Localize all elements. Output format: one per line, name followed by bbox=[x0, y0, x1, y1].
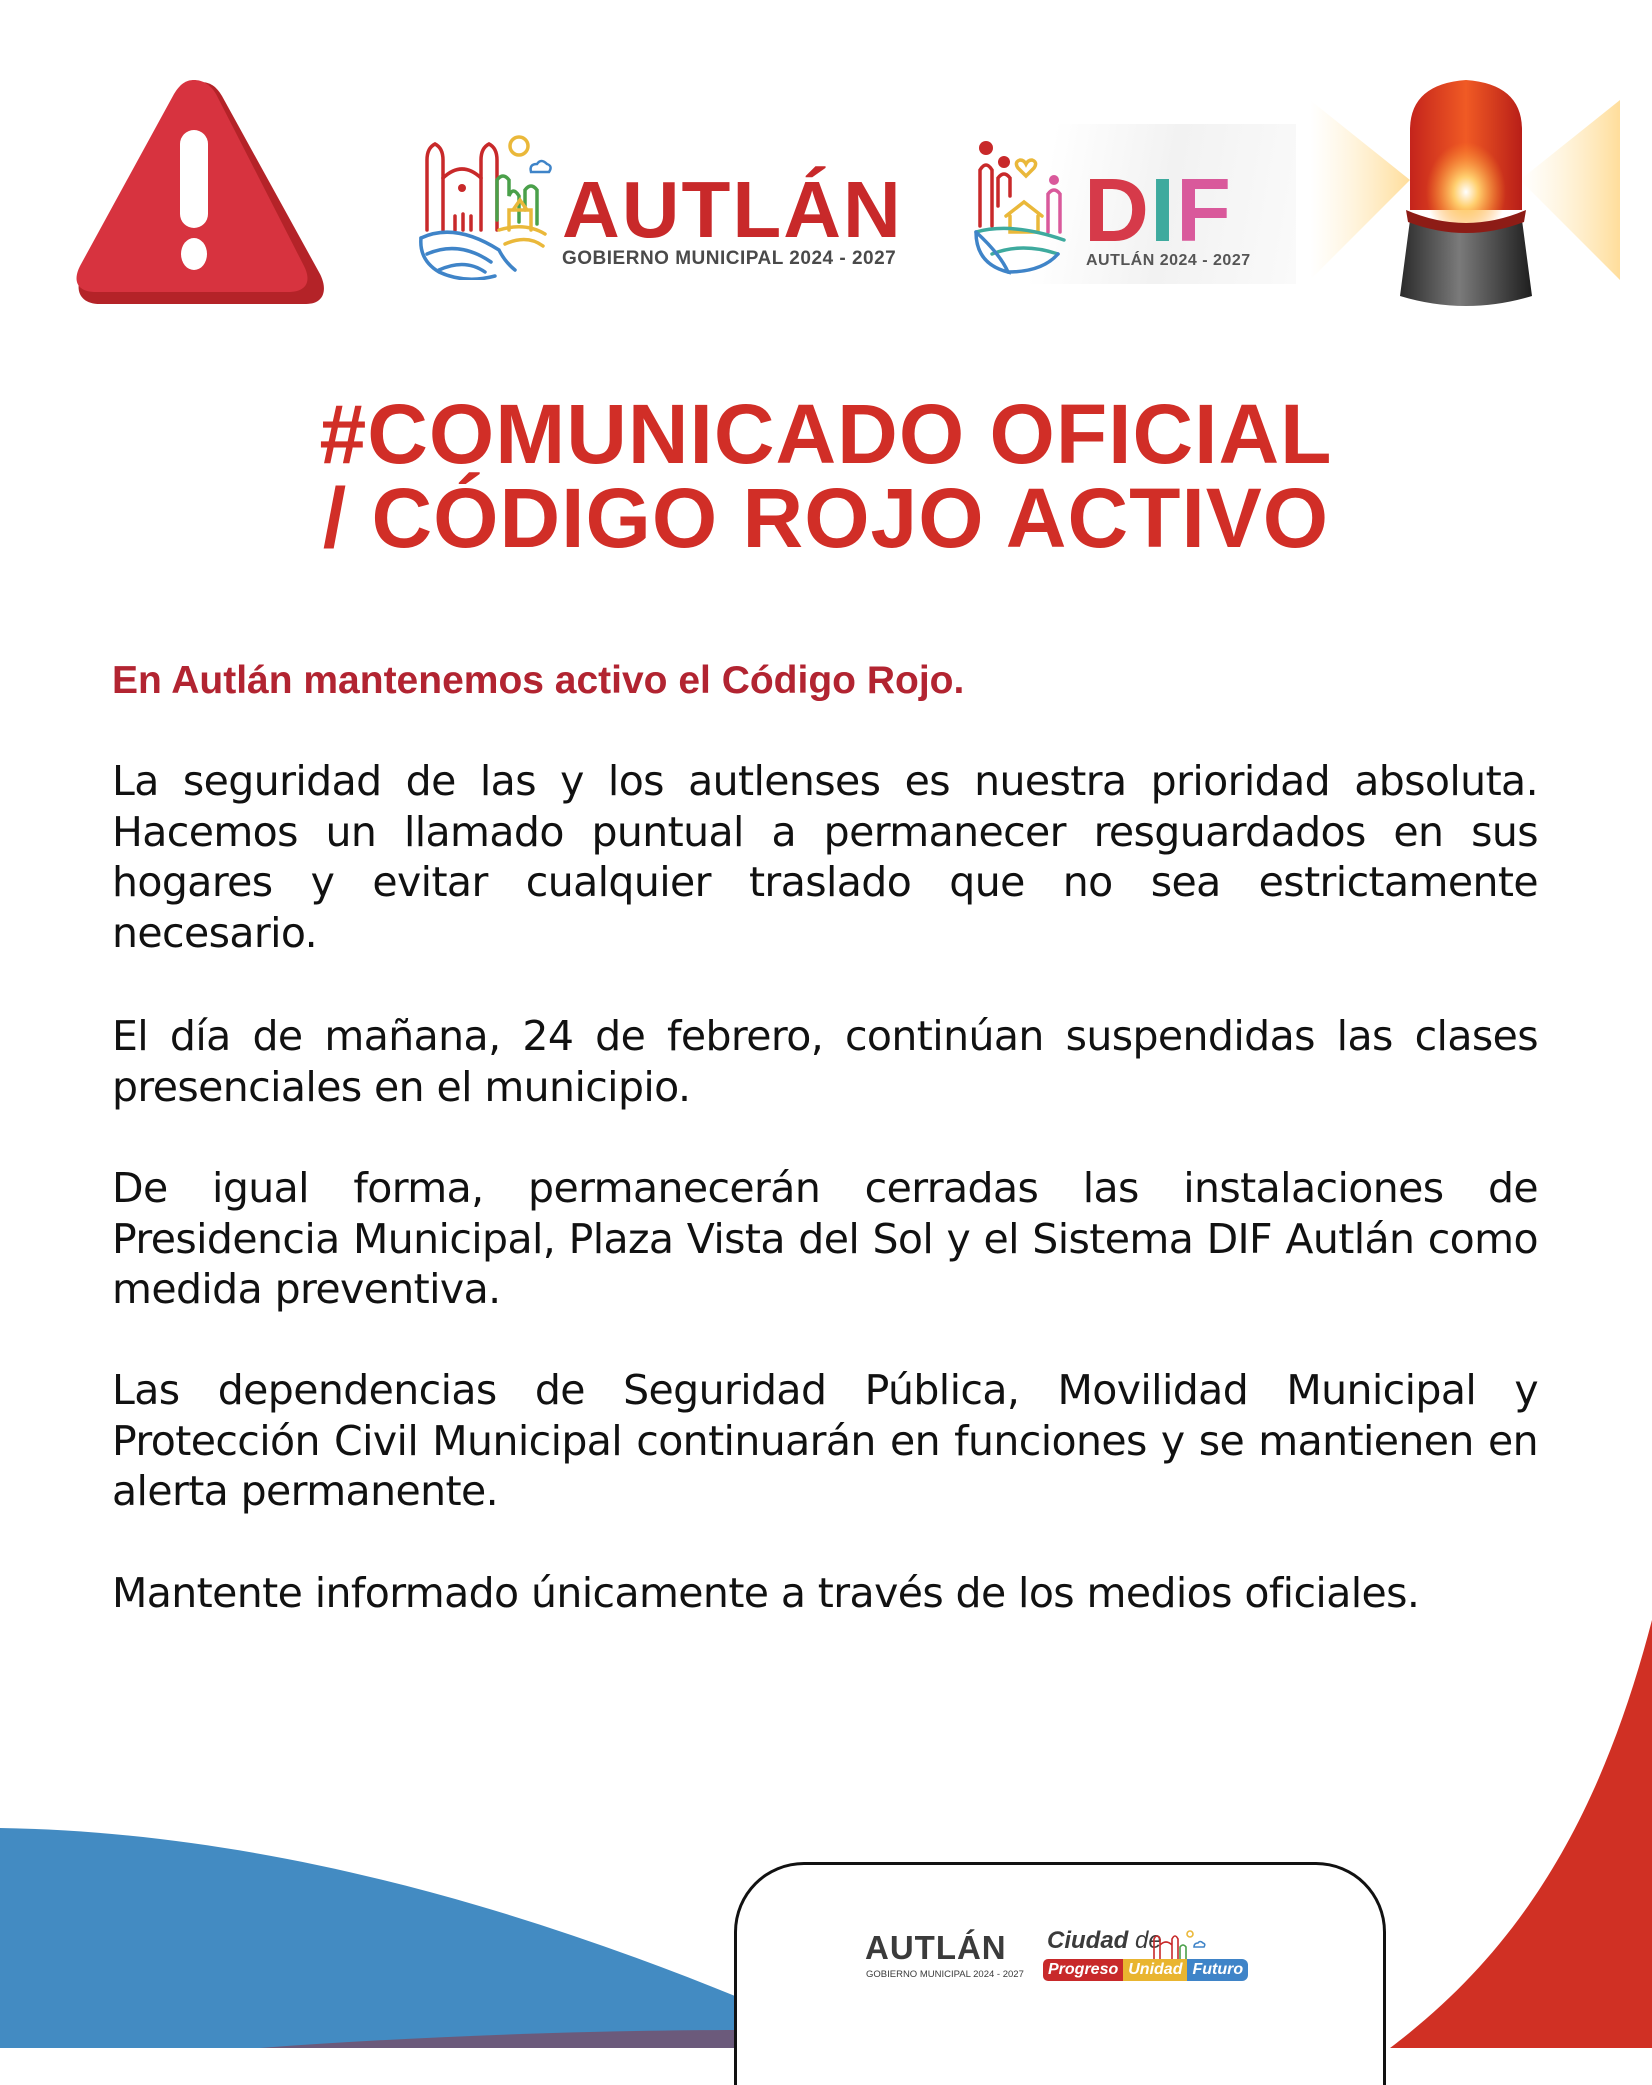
red-corner bbox=[1390, 1620, 1652, 2048]
footer-tagline-pills bbox=[1043, 1959, 1248, 1981]
warning-icon bbox=[74, 78, 326, 304]
footer-autlan-subtitle: GOBIERNO MUNICIPAL 2024 - 2027 bbox=[866, 1969, 1024, 1980]
dif-subtitle: AUTLÁN 2024 - 2027 bbox=[1086, 252, 1251, 269]
tagline-de: de bbox=[1135, 1927, 1162, 1954]
title-line-1: #COMUNICADO OFICIAL bbox=[319, 387, 1333, 481]
siren-icon bbox=[1300, 70, 1630, 310]
lead-statement: En Autlán mantenemos activo el Código Rojo. bbox=[112, 659, 965, 702]
pill-unidad: Unidad bbox=[1123, 1959, 1187, 1981]
dif-letter-i: I bbox=[1150, 161, 1177, 261]
paragraph-security-priority: La seguridad de las y los autlenses es nuestra prioridad absoluta. Hacemos un llamado puntual a permanecer resguardados en sus hogares y evitar cualquier traslado que no sea estrictamente necesario. bbox=[112, 757, 1538, 957]
paragraph-official-media: Mantente informado únicamente a través de los medios oficiales. bbox=[112, 1569, 1420, 1617]
footer-city-emblem-icon bbox=[1150, 1929, 1218, 1959]
dif-logo bbox=[966, 124, 1296, 284]
paragraph-facilities-closed: De igual forma, permanecerán cerradas las instalaciones de Presidencia Municipal, Plaza Vista del Sol y el Sistema DIF Autlán como medida preventiva. bbox=[112, 1164, 1538, 1313]
autlan-city-emblem-icon bbox=[415, 130, 555, 280]
dif-letter-f: F bbox=[1176, 161, 1232, 261]
autlan-subtitle: GOBIERNO MUNICIPAL 2024 - 2027 bbox=[562, 248, 897, 269]
footer-tagline bbox=[1047, 1929, 1162, 1953]
tagline-ciudad: Ciudad bbox=[1047, 1927, 1129, 1954]
pill-progreso: Progreso bbox=[1043, 1959, 1123, 1981]
dif-wordmark bbox=[1084, 161, 1232, 261]
paragraph-agencies-on-alert: Las dependencias de Seguridad Pública, Movilidad Municipal y Protección Civil Municipal continuarán en funciones y se mantienen en alerta permanente. bbox=[112, 1366, 1538, 1515]
dif-letter-d: D bbox=[1084, 161, 1150, 261]
dif-family-emblem-icon bbox=[972, 136, 1072, 276]
autlan-gobierno-logo bbox=[410, 130, 940, 280]
title-line-2: / CÓDIGO ROJO ACTIVO bbox=[322, 471, 1330, 565]
paragraph-classes-suspended: El día de mañana, 24 de febrero, continúan suspendidas las clases presenciales en el municipio. bbox=[112, 1012, 1538, 1111]
page-title bbox=[0, 387, 1652, 565]
footer-autlan-logo bbox=[865, 1929, 1265, 1989]
pill-futuro: Futuro bbox=[1187, 1959, 1248, 1981]
purple-wave bbox=[260, 2030, 740, 2048]
blue-wave bbox=[0, 1828, 740, 2048]
footer-autlan-wordmark: AUTLÁN bbox=[865, 1929, 1007, 1966]
footer-logo-card bbox=[734, 1862, 1386, 2085]
autlan-wordmark: AUTLÁN bbox=[562, 165, 903, 254]
